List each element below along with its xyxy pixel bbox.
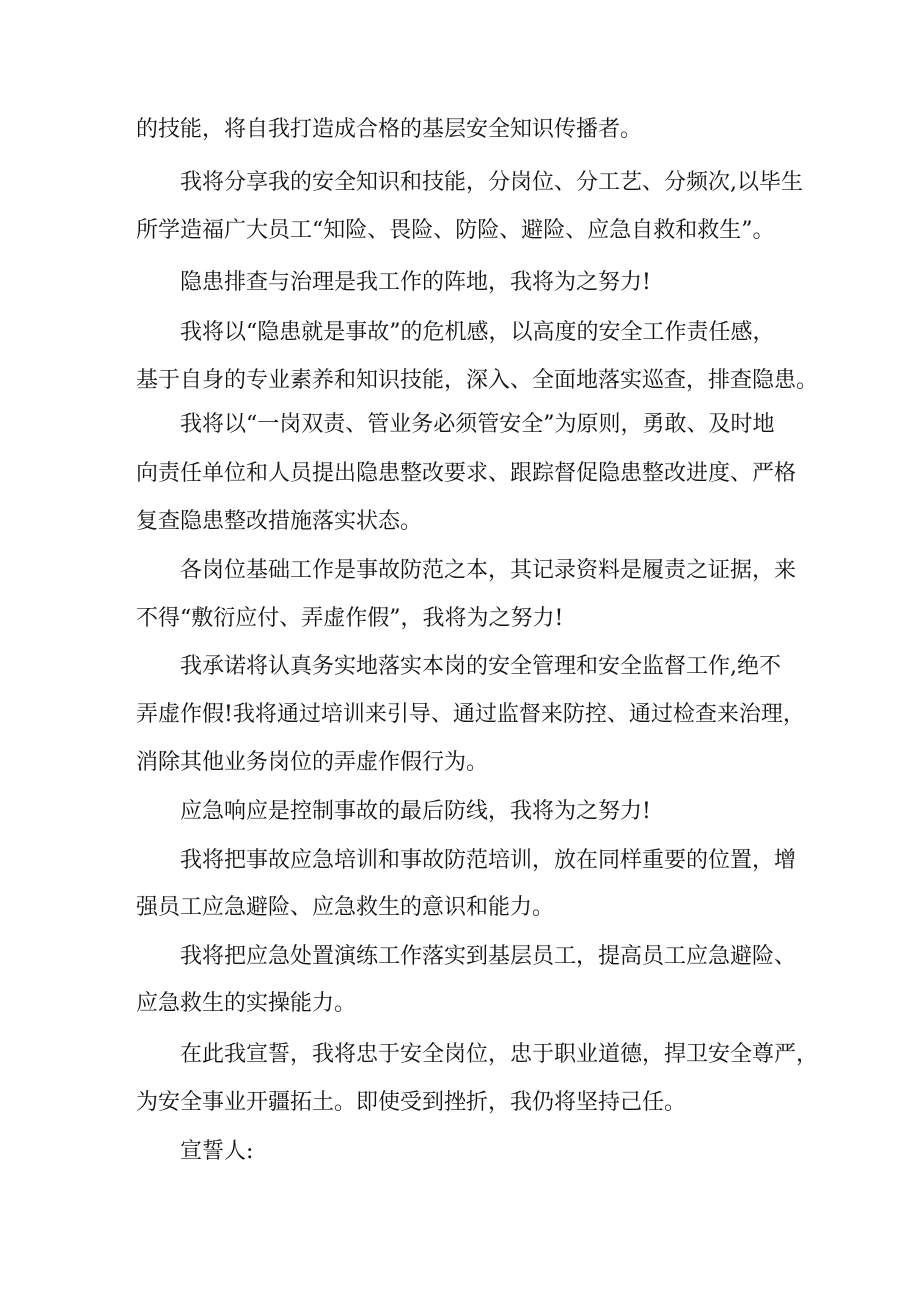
text-line: 我将以“一岗双责、管业务必须管安全”为原则，勇敢、及时地 [180,412,775,437]
text-line: 复查隐患整改措施落实状态。 [136,509,423,534]
text-line: 应急响应是控制事故的最后防线，我将为之努力! [180,799,651,824]
text-line: 不得“敷衍应付、弄虚作假”，我将为之努力! [136,606,564,631]
text-line: 应急救生的实操能力。 [136,991,357,1016]
text-line: 在此我宣誓，我将忠于安全岗位，忠于职业道德，捍卫安全尊严， [180,1042,819,1067]
text-line: 强员工应急避险、应急救生的意识和能力。 [136,895,555,920]
text-line: 我将把应急处置演练工作落实到基层员工，提高员工应急避险、 [180,944,797,969]
text-line: 为安全事业开疆拓土。即使受到挫折，我仍将坚持己任。 [136,1090,687,1115]
text-line: 基于自身的专业素养和知识技能，深入、全面地落实巡查，排查隐患。 [136,368,819,393]
text-line: 消除其他业务岗位的弄虚作假行为。 [136,750,489,775]
text-line: 向责任单位和人员提出隐患整改要求、跟踪督促隐患整改进度、严格 [136,461,797,486]
signature-label: 宣誓人: [180,1139,254,1164]
text-line: 弄虚作假!我将通过培训来引导、通过监督来防控、通过检查来治理， [136,702,805,727]
text-line: 隐患排查与治理是我工作的阵地，我将为之努力! [180,270,651,295]
text-line: 我将分享我的安全知识和技能，分岗位、分工艺、分频次,以毕生 [180,170,803,195]
text-line: 各岗位基础工作是事故防范之本，其记录资料是履责之证据，来 [180,558,797,583]
text-line: 我承诺将认真务实地落实本岗的安全管理和安全监督工作,绝不 [180,654,781,679]
text-line: 我将以“隐患就是事故”的危机感，以高度的安全工作责任感， [180,320,775,345]
text-line: 的技能，将自我打造成合格的基层安全知识传播者。 [136,117,643,142]
text-line: 我将把事故应急培训和事故防范培训，放在同样重要的位置，增 [180,848,797,873]
text-line: 所学造福广大员工“知险、畏险、防险、避险、应急自救和救生”。 [136,218,775,243]
